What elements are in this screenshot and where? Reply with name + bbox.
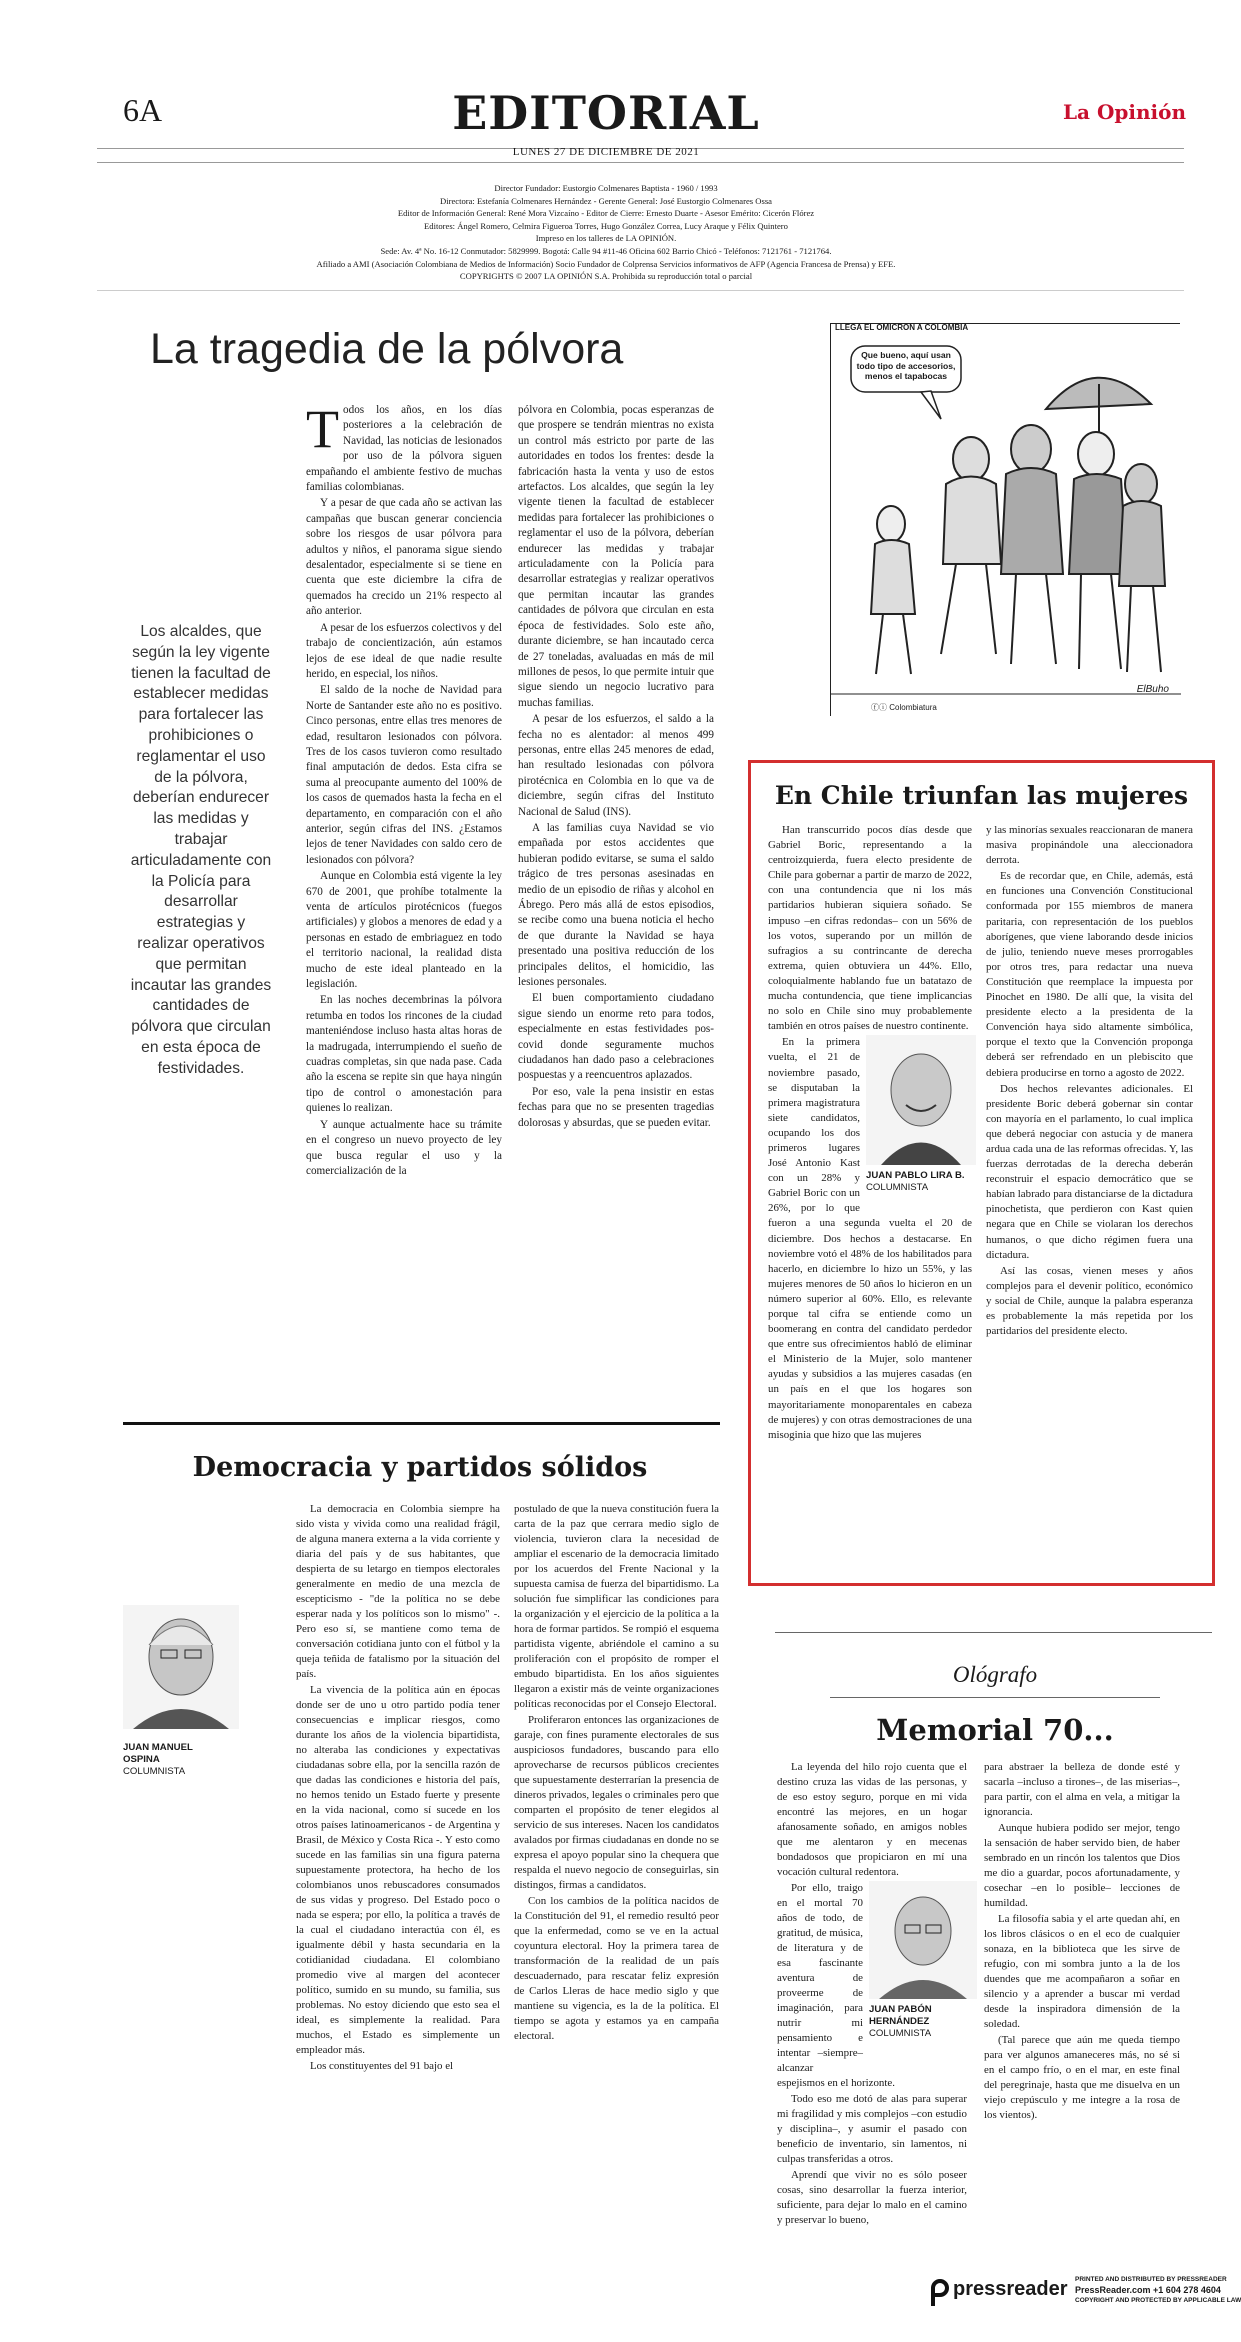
newspaper-logo[interactable]: La Opinión — [1062, 100, 1186, 124]
credit-line: Sede: Av. 4ª No. 16-12 Conmutador: 5829999. Bogotá: Calle 94 #11-46 Oficina 602 Barrio Chicó - Teléfonos: 7121761 - 7121764. — [380, 245, 832, 256]
page-number: 6A — [123, 92, 163, 128]
cartoonist-signature: ElBuho — [1136, 684, 1169, 695]
paragraph: Aunque hubiera podido ser mejor, tengo la sensación de haber servido bien, de haber sembrado en un rincón los talentos que Dios me dio a guardar, pocos afortunadamente, y cosechar –en lo posible– lecciones de humildad. — [984, 1822, 1180, 1909]
pressreader-line: COPYRIGHT AND PROTECTED BY APPLICABLE LAW — [1075, 2297, 1241, 2304]
speech-bubble-text: Que bueno, aquí usan todo tipo de accesorios, menos el tapabocas — [856, 350, 956, 382]
pull-quote: Los alcaldes, que según la ley vigente tienen la facultad de establecer medidas para fortalecer las prohibiciones o reglamentar el uso de la pólvora, deberían endurecer las medidas y trabajar articuladamente con la Policía para desarrollar estrategias y realizar operativos que permitan incautar las grandes cantidades de pólvora que circulan en esta época de festividades. — [130, 623, 272, 1077]
paragraph: Así las cosas, vienen meses y años complejos para el devenir político, económico y social de Chile, aunque la palabra esperanza es probablemente la más repetida por los partidarios del presidente electo. — [986, 1264, 1193, 1338]
paragraph: Todo eso me dotó de alas para superar mi fragilidad y mis complejos –con estudio y disciplina–, y asumir el pasado con beneficio de inventario, sin lamentos, ni culpas transferidas a otros. — [777, 2093, 967, 2165]
section-rule — [775, 1632, 1212, 1633]
author-block — [123, 1605, 239, 1778]
paragraph: Y aunque actualmente hace su trámite en el congreso un nuevo proyecto de ley que busca regular el uso y la comercialización de la — [306, 1118, 502, 1177]
democracia-column-2 — [514, 1502, 719, 2045]
author-caption: JUAN MANUEL OSPINA COLUMNISTA — [123, 1742, 193, 1777]
paragraph: En las noches decembrinas la pólvora retumba en todos los rincones de la ciudad manteniéndose incluso hasta altas horas de la madrugada, interrumpiendo el sueño de cuadras completas, sin que nada pase. Cada año la escena se repite sin que haya ningún tipo de control o amonestación para quienes lo realizan. — [306, 994, 502, 1115]
paragraph: La democracia en Colombia siempre ha sido vista y vivida como una realidad frágil, de alguna manera externa a la vida corriente y diaria del país y de sus habitantes, que despierta de su letargo en tiempos electorales generalmente en medio de una mezcla de escepticismo - "de la política no se debe esperar nada y los políticos son lo mismo" -. Pero eso sí, se mantiene como tema de conversación cotidiana junto con el fútbol y la queja teñida de fatalismo por la situación del país. — [296, 1503, 500, 1680]
author-photo — [869, 1881, 977, 1999]
editorial-column-2 — [518, 403, 714, 1132]
paragraph: La filosofía sabia y el arte quedan ahí, en los libros clásicos o en el eco de cualquier sonaza, en la biblioteca que les sirve de refugio, con mi sombra junto a la de los duendes que me acompañaron a soñar en silencio y a aprender a buscar mi verdad desde la inspiradora dimensión de la soledad. — [984, 1913, 1180, 2030]
paragraph: postulado de que la nueva constitución fuera la carta de la paz que cerrara medio siglo de violencia, tuvieron clara la necesidad de ampliar el escenario de la democracia limitado por los acuerdos del Frente Nacional y la supuesta camisa de fuerza del bipartidismo. La solución fue simplificar las condiciones para la organización y el ejercicio de la política a la hora de formar partidos. Se rompió el esquema partidista vigente, abriéndole el camino a su proliferación con el propósito de romper el embudo bipartidista. En los años siguientes llegaron a existir más de veinte organizaciones políticas reconocidas por el Consejo Electoral. — [514, 1503, 719, 1710]
author-photo — [123, 1605, 239, 1729]
credit-line: Director Fundador: Eustorgio Colmenares Baptista - 1960 / 1993 — [494, 183, 718, 193]
paragraph: Dos hechos relevantes adicionales. El presidente Boric deberá gobernar sin contar con mayoría en el parlamento, lo cual implica que deberá negociar con astucia y de manera ardua cada una de las reformas ofrecidas. Y, las fuerzas derrotadas de la derecha deberán reconstruir el espacio democrático que se habían labrado para distanciarse de la dictadura pinochetista, que perdieron con Kast quien negara que en Chile se violaran los derechos humanos, o que dicho régimen fuera una dictadura. — [986, 1082, 1193, 1261]
pressreader-logo-icon — [929, 2278, 951, 2308]
pressreader-logo-text: pressreader — [953, 2278, 1068, 2300]
chile-column-2 — [986, 823, 1193, 1340]
chile-column-1 — [768, 823, 972, 1444]
column-headline: En Chile triunfan las mujeres — [774, 781, 1189, 810]
democracia-column-1 — [296, 1502, 500, 2075]
paragraph: Es de recordar que, en Chile, además, está en funciones una Convención Constitucional conformada por 155 miembros de manera paritaria, con representación de los pueblos aborígenes, que viene laborando desde inicios de julio, teniendo nueve meses prorrogables por otros tres, para redactar una nueva Constitución que reemplace la impuesta por Pinochet en 1980. De allí que, la visita del presidente electo a la presidenta de la Convención haya sido altamente simbólica, porque el texto que la Convención proponga deberá ser refrendado en un plebiscito que debiera producirse en torno a agosto de 2022. — [986, 870, 1193, 1079]
pressreader-line: PRINTED AND DISTRIBUTED BY PRESSREADER — [1075, 2276, 1227, 2283]
section-rule — [123, 1422, 720, 1425]
paragraph: odos los años, en los días posteriores a la celebración de Navidad, las noticias de lesionados por uso de la pólvora siguen empañando el ambiente festivo de muchas familias colombianas. — [306, 404, 502, 494]
credit-line: Impreso en los talleres de LA OPINIÓN. — [535, 233, 677, 244]
paragraph: y las minorías sexuales reaccionaran de manera masiva propinándole una aleccionadora derrota. — [986, 824, 1193, 867]
cartoon-header: LLEGA EL OMICRON A COLOMBIA — [835, 323, 969, 332]
paragraph: La vivencia de la política aún en épocas donde ser de uno u otro partido podía tener consecuencias e implicar riesgos, como durante los años de la violencia bipartidista, no alteraba las condiciones y expectativas ciudadanas sobre ella, por la sencilla razón de que dadas las condiciones e historia del país, no hemos tenido un Estado fuerte y presente en la vida nacional, como sí sucede en los otros países latinoamericanos - de Argentina y Brasil, de México y Costa Rica -. Y esto como sucede en las familias sin una figura paterna supuestamente protectora, ha hecho de los colombianos unos rebuscadores consumados de sus vidas y progreso. Del Estado poco o nada se espera; por ello, la política a través de la cual el ciudadano interactúa con él, es igualmente débil y hasta secundaria en la cotidianidad ciudadana. El colombiano promedio vive al margen del acontecer político, sumido en su mundo, su familia, sus problemas. No estoy diciendo que esto sea el ideal, es simplemente la realidad. Para muchos, el Estado es simplemente un empleador más. — [296, 1684, 500, 2056]
column-headline: Memorial 70... — [876, 1713, 1114, 1747]
column-headline: Democracia y partidos sólidos — [192, 1452, 648, 1483]
paragraph: Por eso, vale la pena insistir en estas fechas para que no se presenten tragedias dolorosas y absurdas, que se pueden evitar. — [518, 1085, 714, 1129]
memorial-column-1 — [777, 1760, 967, 2229]
author-block — [866, 1035, 976, 1210]
editorial-headline: La tragedia de la pólvora — [150, 325, 624, 373]
paragraph: (Tal parece que aún me queda tiempo para ver algunos amaneceres más, no sé si en el campo frío, o en el mar, en este final del peregrinaje, hasta que me disuelva en un viejo crepúsculo y me integre a la rosa de los vientos). — [984, 2034, 1180, 2121]
paragraph: para abstraer la belleza de donde esté y sacarla –incluso a tirones–, de las miserias–, para partir, con el alma en vela, a mitigar la ignorancia. — [984, 1761, 1180, 1818]
edition-date: LUNES 27 DE DICIEMBRE DE 2021 — [512, 146, 700, 158]
memorial-column-2 — [984, 1760, 1180, 2124]
paragraph: Por ello, traigo en el mortal 70 años de todo, de gratitud, de música, de literatura y de esa fascinante aventura de proveerme de imaginación, para nutrir mi pensamiento e intentar –siempre– alcanzar espejismos en el horizonte. — [777, 1882, 895, 2089]
masthead-rule-bottom — [97, 162, 1184, 163]
author-photo — [866, 1035, 976, 1165]
paragraph: Aunque en Colombia está vigente la ley 670 de 2001, que prohíbe totalmente la venta de artículos pirotécnicos (fuegos artificiales) y globos a menores de edad y a personas en estado de embriaguez en todo el territorio nacional, la realidad dista mucho de este ideal planteado en la legislación. — [306, 870, 502, 991]
drop-cap: T — [306, 399, 339, 459]
paragraph: Aprendí que vivir no es sólo poseer cosas, sino desarrollar la fuerza interior, suficiente, para dejar lo malo en el camino y preservar lo bueno, — [777, 2169, 967, 2226]
cartoon-illustration — [831, 324, 1181, 717]
paragraph: A las familias cuya Navidad se vio empañada por estos accidentes que hubieran podido evitarse, se suma el saldo trágico de tres personas asesinadas en medio de un episodio de riñas y alcohol en Ábrego. Pero más allá de estos episodios, se recibe como una buena noticia el hecho de que durante la Navidad se haya presentado una positiva reducción de los principales delitos, el homicidio, las lesiones personales. — [518, 821, 714, 989]
paragraph: Con los cambios de la política nacidos de la Constitución del 91, el remedio resultó peor que la enfermedad, como se ve en la actual coyuntura electoral. Hoy la primera tarea de transformación de la realidad de un país descuadernado, para rescatar feliz expresión de Carlos Lleras de hace medio siglo y que mantiene su vigencia, es la de la política. El tiempo se agota y estamos ya en campaña electoral. — [514, 1895, 719, 2042]
paragraph: Y a pesar de que cada año se activan las campañas que buscan generar conciencia sobre los riesgos de usar pólvora para adultos y niños, el panorama sigue siendo desalentador, especialmente si se tiene en cuenta que este diciembre la cifra de quemados ha crecido un 21% respecto al año anterior. — [306, 497, 502, 618]
social-icon: ⓕⓘ — [871, 703, 890, 712]
editorial-column-1 — [306, 399, 502, 1180]
paragraph: La leyenda del hilo rojo cuenta que el destino cruza las vidas de las personas, y de eso estoy seguro, porque en mi vida encontré las mejores, en un hogar afanosamente soñado, en amigos nobles que me alentaron y en mecenas bondadosos que propiciaron en mí una vocación cultural redentora. — [777, 1761, 967, 1878]
paragraph: A pesar de los esfuerzos, el saldo a la fecha no es alentador: al menos 499 personas, entre ellas 245 menores de edad, han resultado lesionadas con pólvora pirotécnica en Colombia en lo que va de diciembre, según cifras del Instituto Nacional de Salud (INS). — [518, 713, 714, 818]
credit-line: Editores: Ángel Romero, Celmira Figueroa Torres, Hugo González Correa, Lucy Araque y Félix Quintero — [424, 220, 788, 231]
credit-line: COPYRIGHTS © 2007 LA OPINIÓN S.A. Prohibida su reproducción total o parcial — [459, 271, 753, 282]
staff-credits — [300, 182, 912, 283]
column-kicker: Ológrafo — [952, 1662, 1038, 1687]
paragraph: Proliferaron entonces las organizaciones de garaje, con fines puramente electorales de sus auspiciosos fundadores, buscando para ello aprovecharse de recursos públicos crecientes que supuestamente desterrarían la presencia de dineros privados, legales o criminales pero que comparten el propósito de tener elegidos al servicio de sus intereses. Nacen los candidatos avalados por firmas ciudadanas en donde no se expresa el apoyo popular sino la chequera que respalda el nuevo negocio de conseguirlas, sin distingos, firmas a candidatos. — [514, 1714, 719, 1891]
editorial-cartoon — [830, 323, 1180, 716]
paragraph: A pesar de los esfuerzos colectivos y del trabajo de concientización, aún estamos lejos de ese ideal de que nadie resulte herido, en especial, los niños. — [306, 621, 502, 680]
credit-line: Directora: Estefanía Colmenares Hernández - Gerente General: José Eustorgio Colmenares Ossa — [439, 195, 772, 206]
author-caption: JUAN PABLO LIRA B. COLUMNISTA — [866, 1170, 965, 1194]
kicker-rule — [830, 1697, 1160, 1698]
pressreader-footer[interactable] — [925, 2272, 1241, 2314]
cartoon-social-handle — [871, 702, 937, 713]
credits-rule — [97, 290, 1184, 291]
section-title: EDITORIAL — [452, 86, 760, 140]
pressreader-contact: PressReader.com +1 604 278 4604 — [1075, 2285, 1221, 2295]
handle-text: Colombiatura — [889, 703, 937, 712]
author-caption: JUAN PABÓN HERNÁNDEZ COLUMNISTA — [869, 2004, 932, 2039]
paragraph: Han transcurrido pocos días desde que Gabriel Boric, representando a la centroizquierda, fuera electo presidente de Chile para gobernar a partir de marzo de 2022, con una contundencia que ni los más partidarios hubieran siquiera soñado. Se impuso –en cifras redondas– con un 56% de los votos, superando por un millón de sufragios a su contrincante de derecha extrema, quien obtuviera un 44%. Ello, coloquialmente hablando fue un batatazo de mucha contundencia, que tiene implicancias no solo en Chile sino muy probablemente también en otros países de nuestro continente. — [768, 824, 972, 1033]
paragraph: En la primera vuelta, el 21 de noviembre pasado, se disputaban la primera magistratura siete candidatos, ocupando los dos primeros lugares José Antonio Kast con un 28% y Gabriel Boric con un 26%, por lo que fueron a una segunda vuelta el 20 de diciembre. Dos hechos a destacarse. En noviembre votó el 48% de los habilitados para hacerlo, en diciembre lo hizo un 55%, y las mujeres menores de 50 años lo hicieron en un número superior al 60%. Ello, es relevante porque tal cifra se entiende como un boomerang en contra del candidato perdedor que entre sus ofrecimientos habló de eliminar el Ministerio de la Mujer, solo mantener ayudas y subsidios a las mujeres casadas (en un país en el que los hogares son mayoritariamente monoparentales en cabeza de mujeres) y con otras demostraciones de una misoginia que hizo que las mujeres — [768, 1036, 972, 1441]
paragraph: pólvora en Colombia, pocas esperanzas de que prospere se tendrán mientras no exista un control más estricto por parte de las autoridades en todos los frentes: desde la fabricación hasta la venta y uso de estos artefactos. Los alcaldes, que según la ley vigente tienen la facultad de establecer medidas para fortalecer las prohibiciones o reglamentar el uso de la pólvora, deberían endurecer las medidas y trabajar articuladamente con la Policía para desarrollar estrategias y realizar operativos que permitan incautar las grandes cantidades de pólvora que circulan en esta época de festividades. Solo este año, durante diciembre, se han incautado cerca de 27 toneladas, avaluadas en más de mil millones de pesos, lo que permite intuir que sigue siendo un negocio lucrativo para muchas familias. — [518, 404, 714, 709]
author-block — [869, 1881, 977, 2059]
credit-line: Editor de Información General: René Mora Vizcaíno - Editor de Cierre: Ernesto Duarte - Asesor Emérito: Cicerón Flórez — [397, 208, 815, 219]
credit-line: Afiliado a AMI (Asociación Colombiana de Medios de Información) Socio Fundador de Colprensa Servicios informativos de AFP (Agencia Francesa de Prensa) y EFE. — [316, 258, 896, 269]
paragraph: El buen comportamiento ciudadano sigue siendo un enorme reto para todos, especialmente en estas festividades pos-covid donde seguramente muchos ciudadanos han dado paso a celebraciones pospuestas y a reencuentros aplazados. — [518, 992, 714, 1082]
paragraph: Los constituyentes del 91 bajo el — [310, 2060, 454, 2072]
paragraph: El saldo de la noche de Navidad para Norte de Santander este año no es positivo. Cinco personas, entre ellas tres menores de edad, resultaron lesionados con pólvora. Tres de los casos tuvieron como resultado final amputación de dedos. Esta cifra se suma al preocupante aumento del 100% de los casos de quemados hasta la fecha en el departamento, en comparación con el año anterior, según cifras del INS. ¿Estamos lejos de tener Navidades con saldo cero de lesionados con pólvora? — [306, 684, 502, 866]
